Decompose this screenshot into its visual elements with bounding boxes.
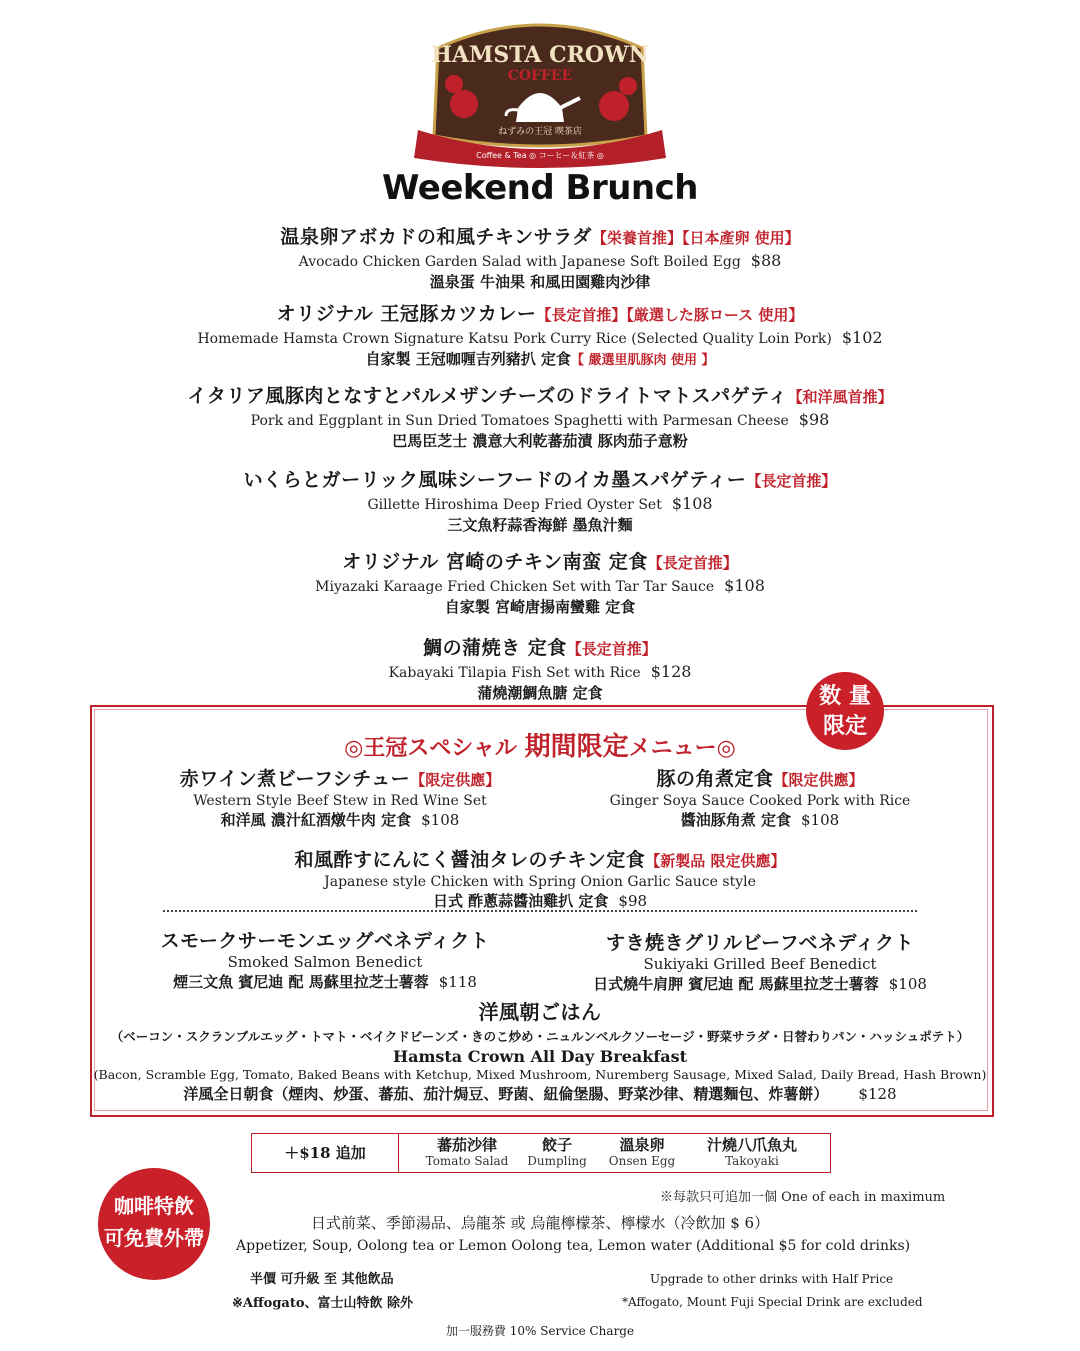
logo-jp-text: ねずみの王冠 喫茶店 [498, 127, 582, 137]
addon-option-en: Onsen Egg [608, 1154, 676, 1168]
special-menu-title [0, 726, 1080, 763]
service-charge: 加一服務費 10% Service Charge [445, 1324, 635, 1338]
item-tags: 【和洋風首推】 [787, 388, 893, 406]
addon-note: ※每款只可追加一個 One of each in maximum [660, 1190, 946, 1205]
breakfast-jp-name: 洋風朝ごはん [478, 1000, 602, 1024]
special-title-pre: ◎王冠スペシャル [344, 735, 525, 761]
item-price: $88 [750, 251, 782, 270]
item-jp-name: オリジナル 王冠豚カツカレー [276, 303, 537, 325]
item-jp-name: いくらとガーリック風味シーフードのイカ墨スパゲティー [243, 469, 747, 491]
item-en-name: Avocado Chicken Garden Salad with Japanese Soft Boiled Egg [298, 254, 741, 270]
item-zh-name: 日式燒牛肩胛 賓尼迪 配 馬蘇里拉芝士薯蓉 [593, 975, 879, 993]
benedict-left [110, 926, 540, 992]
all-day-breakfast [0, 996, 1080, 1104]
item-tags: 【長定首推】 [746, 472, 837, 490]
item-jp-name: 和風酢すにんにく醤油タレのチキン定食 [294, 849, 646, 871]
addon-separator [398, 1134, 399, 1172]
item-price: $118 [438, 973, 477, 991]
exclude-zh: ※Affogato、富士山特飲 除外 [232, 1296, 414, 1311]
benedict-right [540, 928, 980, 994]
coffee-takeaway-badge [98, 1168, 210, 1280]
dotted-divider [163, 910, 917, 912]
badge-line: 数 量 [819, 683, 871, 709]
logo-ribbon-text: Coffee & Tea ◎ コーヒー＆紅茶 ◎ [476, 151, 604, 160]
item-jp-name: 豚の角煮定食 [656, 768, 774, 790]
logo-sub-text: COFFEE [507, 68, 573, 84]
item-tags: 【栄養首推】【日本產卵 使用】 [591, 229, 800, 247]
item-zh-name: 煙三文魚 賓尼迪 配 馬蘇里拉芝士薯蓉 [173, 973, 429, 991]
item-en-name: Smoked Salmon Benedict [227, 953, 423, 971]
item-tags: 【新製品 限定供應】 [645, 852, 786, 870]
breakfast-price: $128 [858, 1085, 897, 1103]
menu-item [0, 299, 1080, 369]
special-title-big: 期間限定 [524, 732, 629, 762]
item-tags: 【長定首推】 [566, 640, 657, 658]
menu-item [0, 465, 1080, 535]
badge-line: 可免費外帶 [104, 1226, 204, 1250]
page-title: Weekend Brunch [382, 168, 698, 208]
item-en-name: Pork and Eggplant in Sun Dried Tomatoes Spaghetti with Parmesan Cheese [250, 413, 789, 429]
addon-option-en: Dumpling [527, 1154, 587, 1168]
set-includes-zh: 日式前菜、季節湯品、烏龍茶 或 烏龍檸檬茶、檸檬水（冷飲加 $ 6） [310, 1214, 770, 1232]
breakfast-zh-name: 洋風全日朝食（煙肉、炒蛋、蕃茄、茄汁焗豆、野菌、紐倫堡腸、野菜沙律、精選麵包、炸薯餅） [183, 1085, 829, 1103]
addon-option [602, 1134, 682, 1175]
addon-option-zh: 溫泉卵 [619, 1136, 665, 1154]
special-item-center [0, 845, 1080, 911]
addon-option-zh: 汁燒八爪魚丸 [706, 1136, 797, 1154]
addon-label: ＋$18 追加 [284, 1144, 366, 1162]
item-jp-name: スモークサーモンエッグベネディクト [160, 930, 490, 952]
item-price: $108 [801, 811, 840, 829]
item-zh-name: 自家製 宮崎唐揚南蠻雞 定食 [444, 598, 636, 616]
item-tags: 【限定供應】 [410, 771, 501, 789]
menu-item [0, 547, 1080, 617]
item-zh-name: 醬油豚角煮 定食 [680, 811, 792, 829]
item-jp-name: オリジナル 宮崎のチキン南蛮 定食 [342, 551, 648, 573]
item-jp-name: イタリア風豚肉となすとパルメザンチーズのドライトマトスパゲティ [187, 385, 788, 407]
item-zh-name: 自家製 王冠咖喱吉列豬扒 定食 [365, 350, 571, 368]
breakfast-jp-desc: （ベーコン・スクランブルエッグ・トマト・ベイクドビーンズ・きのこ炒め・ニュルンベルクソーセージ・野菜サラダ・日替わりパン・ハッシュポテト） [110, 1029, 970, 1044]
item-jp-name: すき焼きグリルビーフベネディクト [605, 932, 914, 954]
item-tags: 【長定首推】【厳選した豚ロース 使用】 [536, 306, 804, 324]
addon-option [692, 1134, 812, 1175]
menu-item [0, 381, 1080, 451]
exclude-en: *Affogato, Mount Fuji Special Drink are excluded [622, 1295, 923, 1309]
item-price: $102 [841, 328, 883, 347]
item-zh-name: 和洋風 濃汁紅酒燉牛肉 定食 [220, 811, 412, 829]
upgrade-en: Upgrade to other drinks with Half Price [650, 1272, 894, 1286]
addon-option [522, 1134, 592, 1175]
special-item-right [540, 764, 980, 830]
addon-option [402, 1134, 532, 1175]
item-tags: 【長定首推】 [647, 554, 738, 572]
item-price: $108 [724, 576, 765, 595]
addon-option-zh: 蕃茄沙律 [436, 1136, 497, 1154]
item-price: $108 [421, 811, 460, 829]
brand-logo [414, 8, 666, 168]
item-zh-name: 溫泉蛋 牛油果 和風田園雞肉沙律 [429, 273, 651, 291]
menu-item [0, 222, 1080, 292]
breakfast-en-title: Hamsta Crown All Day Breakfast [392, 1047, 688, 1066]
item-en-name: Ginger Soya Sauce Cooked Pork with Rice [609, 793, 911, 809]
item-zh-name: 三文魚籽蒜香海鮮 墨魚汁麵 [447, 516, 633, 534]
item-jp-name: 鯛の蒲焼き 定食 [423, 637, 567, 659]
item-en-name: Sukiyaki Grilled Beef Benedict [643, 955, 877, 973]
item-tags: 【限定供應】 [773, 771, 864, 789]
item-price: $108 [671, 494, 713, 513]
item-price: $128 [650, 662, 692, 681]
upgrade-zh: 半價 可升級 至 其他飲品 [250, 1272, 394, 1287]
menu-item [0, 633, 1080, 703]
item-zh-name: 日式 酢蔥蒜醬油雞扒 定食 [432, 892, 609, 910]
logo-brand-text: HAMSTA CROWN [431, 42, 649, 68]
special-item-left [120, 764, 560, 830]
item-price: $108 [888, 975, 927, 993]
item-jp-name: 赤ワイン煮ビーフシチュー [179, 768, 411, 790]
badge-line: 限定 [822, 713, 867, 739]
addon-option-en: Takoyaki [725, 1154, 779, 1168]
item-en-name: Miyazaki Karaage Fried Chicken Set with Tar Tar Sauce [315, 579, 715, 595]
item-en-name: Western Style Beef Stew in Red Wine Set [193, 793, 487, 809]
breakfast-en-desc: (Bacon, Scramble Egg, Tomato, Baked Beans with Ketchup, Mixed Mushroom, Nuremberg Sausage, Mixed Salad, Daily Bread, Hash Brown) [93, 1067, 987, 1082]
item-jp-name: 温泉卵アボカドの和風チキンサラダ [280, 226, 592, 248]
item-en-name: Japanese style Chicken with Spring Onion Garlic Sauce style [324, 874, 756, 890]
set-includes-en: Appetizer, Soup, Oolong tea or Lemon Oolong tea, Lemon water (Additional $5 for cold drinks) [236, 1238, 911, 1254]
addon-option-en: Tomato Salad [425, 1154, 509, 1168]
item-en-name: Kabayaki Tilapia Fish Set with Rice [388, 665, 641, 681]
addon-table [251, 1133, 831, 1173]
item-en-name: Gillette Hiroshima Deep Fried Oyster Set [367, 497, 662, 513]
badge-line: 咖啡特飲 [114, 1194, 194, 1218]
item-en-name: Homemade Hamsta Crown Signature Katsu Pork Curry Rice (Selected Quality Loin Pork) [197, 331, 832, 347]
item-zh-name: 蒲燒潮鯛魚膅 定食 [477, 684, 603, 702]
item-zh-tag: 【 嚴選里肌豚肉 使用 】 [570, 353, 715, 368]
item-price: $98 [798, 410, 830, 429]
item-price: $98 [618, 892, 648, 910]
special-title-post: メニュー◎ [628, 735, 736, 761]
item-zh-name: 巴馬臣芝士 濃意大利乾蕃茄漬 豚肉茄子意粉 [392, 432, 688, 450]
addon-option-zh: 餃子 [541, 1136, 572, 1154]
